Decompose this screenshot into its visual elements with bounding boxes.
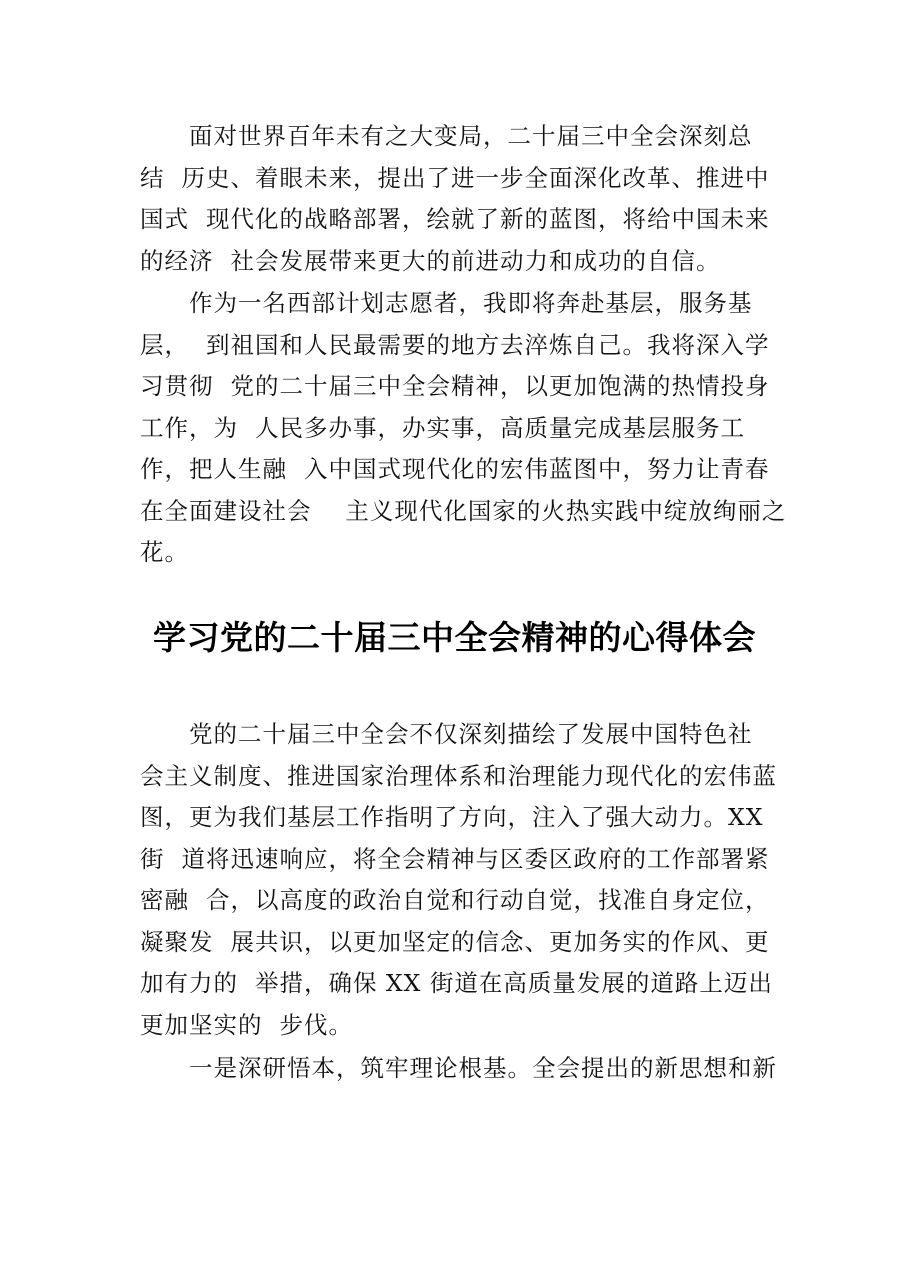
paragraph-line: 结 历史、着眼未来，提出了进一步全面深化改革、推进中 [140,163,770,192]
paragraph-line: 密融 合，以高度的政治自觉和行动自觉，找准自身定位， [140,886,770,914]
paragraph-line: 面对世界百年未有之大变局，二十届三中全会深刻总 [140,122,753,150]
paragraph-line: 党的二十届三中全会不仅深刻描绘了发展中国特色社 [140,720,753,748]
section-heading: 学习党的二十届三中全会精神的心得体会 [153,618,756,657]
paragraph-4 [140,1048,780,1090]
paragraph-line: 会主义制度、推进国家治理体系和治理能力现代化的宏伟蓝 [140,761,777,790]
paragraph-line: 层， 到祖国和人民最需要的地方去淬炼自己。我将深入学 [140,330,770,359]
paragraph-1 [140,116,780,282]
paragraph-2 [140,283,787,574]
paragraph-line: 国式 现代化的战略部署，绘就了新的蓝图，将给中国未来 [140,205,770,233]
paragraph-line: 的经济 社会发展带来更大的前进动力和成功的自信。 [140,246,721,275]
paragraph-line: 习贯彻 党的二十届三中全会精神，以更加饱满的热情投身 [140,372,770,400]
paragraph-line: 在全面建设社会 主义现代化国家的火热实践中绽放绚丽之 [140,496,787,525]
paragraph-line: 更加坚实的 步伐。 [140,1010,353,1039]
paragraph-line: 工作，为 人民多办事，办实事，高质量完成基层服务工 [140,413,745,442]
paragraph-3 [140,714,780,1046]
paragraph-line: 加有力的 举措，确保 XX 街道在高质量发展的道路上迈出 [140,969,773,997]
paragraph-line: 图，更为我们基层工作指明了方向，注入了强大动力。XX [140,803,764,831]
paragraph-line: 作为一名西部计划志愿者，我即将奔赴基层，服务基 [140,289,753,317]
paragraph-line: 一是深研悟本，筑牢理论根基。全会提出的新思想和新 [140,1054,777,1082]
paragraph-line: 花。 [140,538,189,566]
paragraph-line: 街 道将迅速响应，将全会精神与区委区政府的工作部署紧 [140,844,770,873]
paragraph-line: 凝聚发 展共识，以更加坚定的信念、更加务实的作风、更 [140,927,770,956]
paragraph-line: 作，把人生融 入中国式现代化的宏伟蓝图中，努力让青春 [140,455,770,483]
